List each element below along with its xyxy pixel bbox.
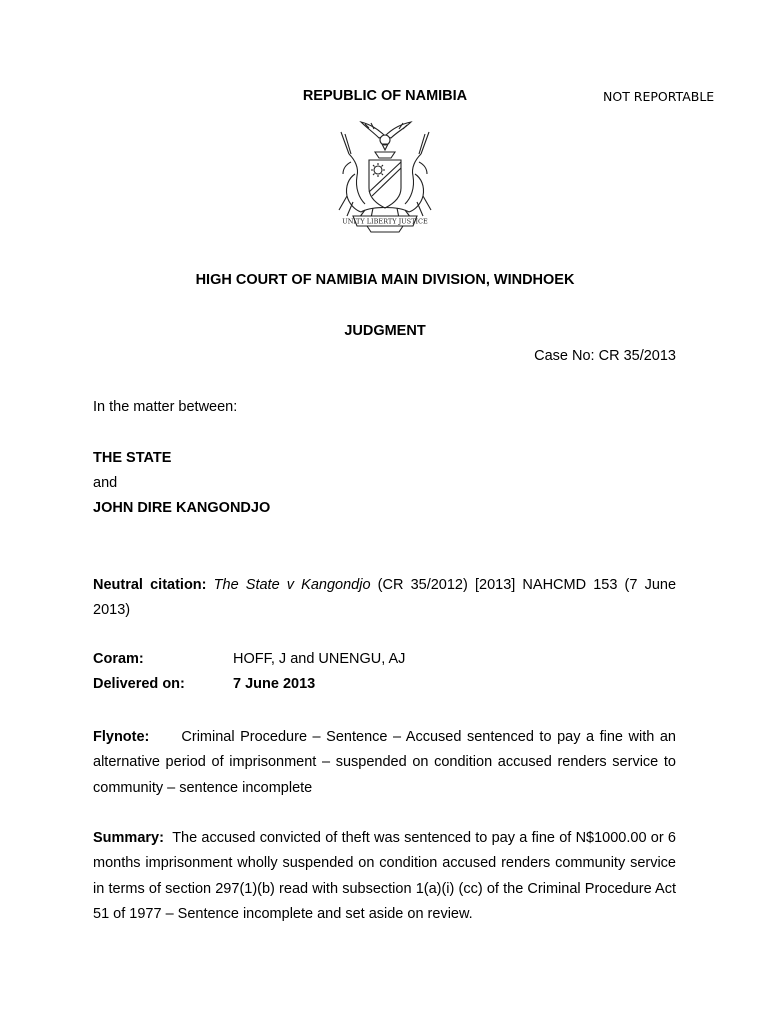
flynote-paragraph [93,725,676,801]
party-two: JOHN DIRE KANGONDJO [93,500,271,516]
delivered-date: 7 June 2013 [233,676,316,692]
namibia-coat-of-arms-icon [325,118,445,234]
case-number: Case No: CR 35/2013 [534,348,676,364]
court-heading: HIGH COURT OF NAMIBIA MAIN DIVISION, WINDHOEK [195,272,575,288]
party-one: THE STATE [93,450,172,466]
country-heading: REPUBLIC OF NAMIBIA [302,88,468,104]
svg-text:UNITY LIBERTY JUSTICE: UNITY LIBERTY JUSTICE [342,217,428,226]
citation-details: (CR 35/2012) [2013] NAHCMD 153 (7 June 2013) [93,577,677,619]
summary-label: Summary: [93,830,164,846]
flynote-label: Flynote: [93,729,150,745]
neutral-citation [93,573,676,624]
matter-intro: In the matter between: [93,399,238,415]
flynote-text: Criminal Procedure – Sentence – Accused sentenced to pay a fine with an alternative period of imprisonment – suspended on condition accused renders service to community – sentence incomplete [93,729,676,796]
summary-paragraph [93,826,676,927]
coram-label: Coram: [93,651,144,667]
coram-value: HOFF, J and UNENGU, AJ [233,651,406,667]
document-type-heading: JUDGMENT [344,323,426,339]
citation-label: Neutral citation: [93,577,207,593]
citation-case-name: The State v Kangondjo [213,577,371,593]
delivered-label: Delivered on: [93,676,185,692]
party-conjunction: and [93,475,118,491]
reportable-status: NOT REPORTABLE [603,89,715,104]
summary-text: The accused convicted of theft was sentenced to pay a fine of N$1000.00 or 6 months imprisonment wholly suspended on condition accused renders community service in terms of section 297(1)(b) read with subsection 1(a)(i) (cc) of the Criminal Procedure Act 51 of 1977 – Sentence incomplete and set aside on review. [93,830,676,922]
